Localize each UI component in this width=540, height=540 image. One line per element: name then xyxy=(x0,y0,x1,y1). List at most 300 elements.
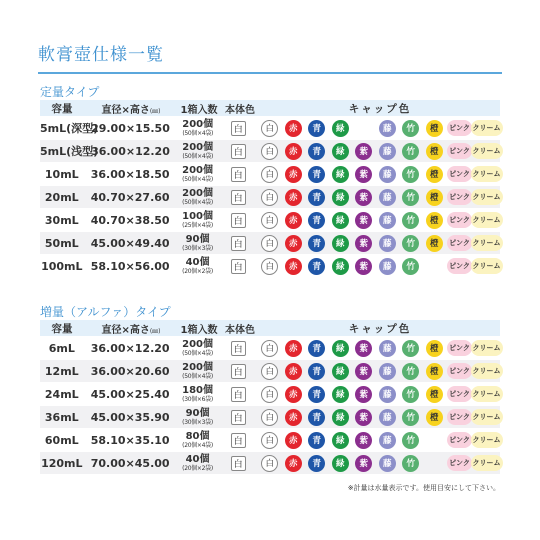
section-title: 増量（アルファ）タイプ xyxy=(40,305,171,319)
dimensions-cell: 40.70×27.60 xyxy=(90,190,170,204)
quantity-detail: (30個×6袋) xyxy=(182,395,213,403)
cap-slot xyxy=(305,362,329,380)
volume-cell: 120mL xyxy=(41,456,83,470)
cap-slot xyxy=(352,234,376,252)
volume-cell: 5mL(深型) xyxy=(40,122,99,135)
section-alpha-type xyxy=(40,304,500,475)
cap-slot xyxy=(258,408,282,426)
cap-color-chip: ピンク xyxy=(447,212,472,228)
cap-slot xyxy=(305,165,329,183)
cap-color-chip: 竹 xyxy=(402,166,419,183)
body-color-cell xyxy=(218,456,258,471)
cap-color-chip: 赤 xyxy=(285,143,302,160)
cap-color-chip: 赤 xyxy=(285,235,302,252)
body-color-cell xyxy=(218,144,258,159)
cap-slot xyxy=(423,142,447,160)
cap-slot xyxy=(399,385,423,403)
cap-color-chip: 藤 xyxy=(379,409,396,426)
cap-color-chip: 藤 xyxy=(379,189,396,206)
cap-color-chip: 紫 xyxy=(355,455,372,472)
cap-slot xyxy=(258,211,282,229)
cap-color-chip: 青 xyxy=(308,235,325,252)
cap-slot xyxy=(282,234,306,252)
cap-color-chip: 藤 xyxy=(379,143,396,160)
table-row xyxy=(40,429,500,452)
cap-color-chip: 赤 xyxy=(285,340,302,357)
cap-slot xyxy=(305,142,329,160)
volume-cell: 50mL xyxy=(44,236,79,250)
cap-color-chip: 青 xyxy=(308,166,325,183)
cap-slot xyxy=(376,211,400,229)
body-color-cell xyxy=(218,341,258,356)
cap-color-chip: 竹 xyxy=(402,409,419,426)
quantity-value: 180個 xyxy=(182,384,213,396)
cap-color-chip: 橙 xyxy=(426,340,443,357)
table-row xyxy=(40,255,500,278)
dimensions-cell: 36.00×18.50 xyxy=(90,167,170,181)
cap-color-chip: 青 xyxy=(308,120,325,137)
cap-slot xyxy=(376,119,400,137)
volume-cell: 10mL xyxy=(44,167,79,181)
cap-slot xyxy=(329,188,353,206)
quantity-value: 90個 xyxy=(185,407,210,419)
cap-color-chip: 竹 xyxy=(402,455,419,472)
cap-slot xyxy=(446,362,473,380)
volume-cell: 20mL xyxy=(44,190,79,204)
cap-color-chip: 赤 xyxy=(285,409,302,426)
table-row xyxy=(40,186,500,209)
cap-color-chip: 緑 xyxy=(332,166,349,183)
cap-slot xyxy=(399,211,423,229)
cap-slot xyxy=(446,142,473,160)
cap-slot xyxy=(329,165,353,183)
cap-color-chip: 白 xyxy=(261,409,278,426)
cap-color-chip: 紫 xyxy=(355,235,372,252)
cap-color-chip: 緑 xyxy=(332,432,349,449)
cap-color-chip: ピンク xyxy=(447,455,472,471)
cap-color-chip: 赤 xyxy=(285,166,302,183)
cap-color-chip: 藤 xyxy=(379,432,396,449)
cap-slot xyxy=(352,257,376,275)
cap-slot xyxy=(305,234,329,252)
quantity-detail: (50個×4袋) xyxy=(182,175,213,183)
cap-color-chip: 白 xyxy=(261,189,278,206)
cap-slot xyxy=(423,211,447,229)
cap-color-chip: 緑 xyxy=(332,386,349,403)
cap-color-chip: 橙 xyxy=(426,363,443,380)
cap-slot xyxy=(376,188,400,206)
cap-slot xyxy=(305,257,329,275)
cap-slot xyxy=(329,431,353,449)
header-volume: 容量 xyxy=(51,102,73,115)
volume-cell: 100mL xyxy=(41,259,83,273)
volume-cell: 24mL xyxy=(44,387,79,401)
cap-color-chip: 青 xyxy=(308,258,325,275)
cap-slot xyxy=(305,339,329,357)
cap-slot xyxy=(399,234,423,252)
cap-colors-cell xyxy=(258,119,500,137)
body-color-swatch: 白 xyxy=(231,410,246,425)
body-color-swatch: 白 xyxy=(231,236,246,251)
body-color-cell xyxy=(218,213,258,228)
body-color-swatch: 白 xyxy=(231,341,246,356)
quantity-cell xyxy=(177,386,219,403)
cap-slot xyxy=(399,142,423,160)
quantity-cell xyxy=(177,235,219,252)
cap-slot xyxy=(376,362,400,380)
cap-slot xyxy=(352,454,376,472)
cap-color-chip: 緑 xyxy=(332,340,349,357)
cap-slot xyxy=(258,454,282,472)
cap-color-chip: ピンク xyxy=(447,363,472,379)
cap-color-chip: 竹 xyxy=(402,189,419,206)
dimensions-cell: 58.10×56.00 xyxy=(90,259,170,273)
cap-slot xyxy=(352,362,376,380)
cap-colors-cell xyxy=(258,362,500,380)
quantity-detail: (50個×4袋) xyxy=(182,129,214,137)
cap-color-chip: クリーム xyxy=(471,189,503,205)
quantity-value: 90個 xyxy=(185,233,210,245)
body-color-swatch: 白 xyxy=(231,167,246,182)
quantity-cell xyxy=(177,455,219,472)
quantity-cell xyxy=(177,340,219,357)
quantity-detail: (30個×3袋) xyxy=(182,418,213,426)
cap-color-chip: ピンク xyxy=(447,120,472,136)
quantity-value: 200個 xyxy=(182,164,213,176)
cap-color-chip: 赤 xyxy=(285,189,302,206)
dimensions-cell: 36.00×12.20 xyxy=(90,341,170,355)
cap-color-chip: 竹 xyxy=(402,120,419,137)
cap-color-chip: 白 xyxy=(261,235,278,252)
cap-slot xyxy=(399,257,423,275)
cap-color-chip: クリーム xyxy=(471,258,503,274)
table-row xyxy=(40,337,500,360)
body-color-cell xyxy=(218,387,258,402)
cap-slot xyxy=(258,431,282,449)
cap-color-chip: 藤 xyxy=(379,386,396,403)
header-cap-colors: キャップ色 xyxy=(348,102,412,115)
cap-color-chip: 緑 xyxy=(332,455,349,472)
cap-color-chip: 青 xyxy=(308,143,325,160)
cap-slot xyxy=(258,339,282,357)
cap-color-chip: 緑 xyxy=(332,189,349,206)
quantity-value: 80個 xyxy=(185,430,210,442)
cap-color-chip: 橙 xyxy=(426,166,443,183)
cap-color-chip: 紫 xyxy=(355,363,372,380)
dimensions-cell: 58.10×35.10 xyxy=(90,433,170,447)
cap-color-chip: 赤 xyxy=(285,363,302,380)
cap-slot xyxy=(282,188,306,206)
cap-slot xyxy=(305,454,329,472)
cap-color-chip: ピンク xyxy=(447,432,472,448)
cap-slot xyxy=(258,362,282,380)
table-row xyxy=(40,209,500,232)
cap-color-chip: 白 xyxy=(261,432,278,449)
dimensions-cell: 29.00×15.50 xyxy=(91,121,170,135)
body-color-swatch: 白 xyxy=(231,364,246,379)
page-title: 軟膏壺仕様一覧 xyxy=(38,45,164,65)
table-row xyxy=(40,232,500,255)
cap-slot xyxy=(352,211,376,229)
quantity-detail: (20個×2袋) xyxy=(182,267,213,275)
cap-slot xyxy=(446,454,473,472)
cap-slot xyxy=(305,385,329,403)
quantity-cell xyxy=(177,432,219,449)
quantity-value: 200個 xyxy=(182,361,213,373)
cap-slot xyxy=(376,257,400,275)
quantity-value: 200個 xyxy=(182,118,214,130)
cap-slot xyxy=(446,408,473,426)
quantity-value: 200個 xyxy=(182,141,214,153)
cap-slot xyxy=(473,234,500,252)
cap-slot xyxy=(446,165,473,183)
header-dimensions-label: 直径×高さ xyxy=(101,104,150,116)
cap-slot xyxy=(399,454,423,472)
header-dimensions-label: 直径×高さ xyxy=(101,324,150,336)
cap-color-chip: 橙 xyxy=(426,143,443,160)
quantity-cell xyxy=(177,143,219,160)
cap-slot xyxy=(473,339,500,357)
cap-slot xyxy=(446,119,473,137)
cap-slot xyxy=(352,385,376,403)
cap-color-chip: 白 xyxy=(261,340,278,357)
title-divider xyxy=(38,72,502,74)
cap-color-chip: 白 xyxy=(261,258,278,275)
cap-color-chip: 紫 xyxy=(355,258,372,275)
section-fixed-type xyxy=(40,84,500,278)
cap-color-chip: 白 xyxy=(261,363,278,380)
cap-color-chip: 橙 xyxy=(426,212,443,229)
cap-slot xyxy=(423,165,447,183)
header-body-color: 本体色 xyxy=(225,104,255,116)
cap-color-chip: 竹 xyxy=(402,386,419,403)
header-volume: 容量 xyxy=(51,322,73,335)
quantity-detail: (20個×4袋) xyxy=(182,441,213,449)
cap-color-chip: 緑 xyxy=(332,235,349,252)
quantity-detail: (50個×4袋) xyxy=(182,198,213,206)
cap-color-chip: 竹 xyxy=(402,432,419,449)
quantity-detail: (50個×4袋) xyxy=(182,152,214,160)
cap-slot xyxy=(399,408,423,426)
cap-slot xyxy=(399,362,423,380)
cap-slot xyxy=(282,142,306,160)
quantity-value: 200個 xyxy=(182,187,213,199)
cap-slot xyxy=(258,119,282,137)
cap-color-chip: ピンク xyxy=(447,409,472,425)
cap-color-chip: 紫 xyxy=(355,409,372,426)
cap-color-chip: 青 xyxy=(308,409,325,426)
cap-colors-cell xyxy=(258,385,500,403)
cap-slot xyxy=(329,339,353,357)
header-dimensions xyxy=(84,321,178,336)
quantity-detail: (50個×4袋) xyxy=(182,349,213,357)
page-header xyxy=(38,44,502,74)
cap-slot xyxy=(282,339,306,357)
cap-color-chip: クリーム xyxy=(471,363,503,379)
cap-slot xyxy=(258,165,282,183)
cap-color-chip: 緑 xyxy=(332,258,349,275)
cap-slot xyxy=(473,408,500,426)
cap-slot xyxy=(376,454,400,472)
cap-color-chip: 竹 xyxy=(402,212,419,229)
cap-color-chip: 藤 xyxy=(379,212,396,229)
cap-slot xyxy=(352,339,376,357)
cap-colors-cell xyxy=(258,408,500,426)
cap-color-chip: 赤 xyxy=(285,455,302,472)
cap-color-chip: ピンク xyxy=(447,235,472,251)
volume-cell: 30mL xyxy=(44,213,79,227)
cap-slot xyxy=(446,257,473,275)
cap-slot xyxy=(305,188,329,206)
cap-slot xyxy=(423,362,447,380)
cap-color-chip: 青 xyxy=(308,340,325,357)
cap-slot xyxy=(473,454,500,472)
cap-color-chip: 橙 xyxy=(426,120,443,137)
cap-color-chip: 緑 xyxy=(332,363,349,380)
cap-color-chip: 赤 xyxy=(285,258,302,275)
volume-cell: 12mL xyxy=(44,364,79,378)
cap-colors-cell xyxy=(258,257,500,275)
body-color-cell xyxy=(218,433,258,448)
cap-color-chip: 青 xyxy=(308,455,325,472)
header-dimensions xyxy=(84,101,178,116)
cap-color-chip: クリーム xyxy=(471,212,503,228)
cap-color-chip: ピンク xyxy=(447,166,472,182)
cap-slot xyxy=(473,362,500,380)
cap-slot xyxy=(352,119,376,137)
dimensions-cell: 36.00×12.20 xyxy=(91,144,170,158)
cap-color-chip: 白 xyxy=(261,455,278,472)
cap-slot xyxy=(282,408,306,426)
cap-slot xyxy=(282,362,306,380)
cap-slot xyxy=(329,362,353,380)
cap-color-chip: 青 xyxy=(308,363,325,380)
cap-color-chip: 紫 xyxy=(355,166,372,183)
dimensions-cell: 40.70×38.50 xyxy=(90,213,170,227)
cap-slot xyxy=(446,385,473,403)
cap-slot xyxy=(446,431,473,449)
body-color-swatch: 白 xyxy=(231,190,246,205)
cap-color-chip: クリーム xyxy=(471,340,503,356)
body-color-swatch: 白 xyxy=(231,121,246,136)
quantity-cell xyxy=(177,120,219,137)
quantity-cell xyxy=(177,189,219,206)
cap-color-chip: 青 xyxy=(308,189,325,206)
cap-color-chip: 竹 xyxy=(402,340,419,357)
header-dimensions-unit: (㎜) xyxy=(149,107,161,115)
cap-color-chip: 竹 xyxy=(402,363,419,380)
cap-slot xyxy=(423,431,447,449)
cap-slot xyxy=(305,211,329,229)
cap-slot xyxy=(399,431,423,449)
cap-color-chip: クリーム xyxy=(471,409,503,425)
cap-color-chip: 紫 xyxy=(355,143,372,160)
cap-color-chip: 橙 xyxy=(426,386,443,403)
cap-color-chip: 藤 xyxy=(379,120,396,137)
cap-slot xyxy=(446,234,473,252)
table-header xyxy=(40,320,500,337)
table-row xyxy=(40,163,500,186)
cap-slot xyxy=(305,119,329,137)
cap-slot xyxy=(329,408,353,426)
cap-slot xyxy=(399,165,423,183)
cap-color-chip: 緑 xyxy=(332,143,349,160)
body-color-swatch: 白 xyxy=(231,387,246,402)
quantity-detail: (20個×2袋) xyxy=(182,464,213,472)
body-color-cell xyxy=(218,259,258,274)
cap-colors-cell xyxy=(258,234,500,252)
cap-slot xyxy=(473,211,500,229)
cap-color-chip: 緑 xyxy=(332,212,349,229)
dimensions-cell: 70.00×45.00 xyxy=(90,456,170,470)
cap-slot xyxy=(376,234,400,252)
cap-color-chip: 赤 xyxy=(285,386,302,403)
cap-slot xyxy=(329,142,353,160)
body-color-cell xyxy=(218,121,258,136)
cap-color-chip: クリーム xyxy=(471,386,503,402)
body-color-swatch: 白 xyxy=(231,433,246,448)
body-color-cell xyxy=(218,167,258,182)
body-color-cell xyxy=(218,190,258,205)
cap-color-chip: 藤 xyxy=(379,235,396,252)
cap-color-chip: 紫 xyxy=(355,189,372,206)
cap-color-chip: 青 xyxy=(308,432,325,449)
cap-color-chip: 白 xyxy=(261,120,278,137)
table-row xyxy=(40,406,500,429)
cap-slot xyxy=(258,257,282,275)
cap-slot xyxy=(446,188,473,206)
cap-colors-cell xyxy=(258,142,500,160)
quantity-value: 40個 xyxy=(185,453,210,465)
cap-slot xyxy=(473,165,500,183)
volume-cell: 5mL(浅型) xyxy=(40,145,99,158)
cap-color-chip: 青 xyxy=(308,212,325,229)
cap-color-chip: クリーム xyxy=(471,432,503,448)
cap-slot xyxy=(329,234,353,252)
cap-color-chip: 緑 xyxy=(332,120,349,137)
header-body-color: 本体色 xyxy=(225,324,255,336)
cap-color-chip: 紫 xyxy=(355,212,372,229)
body-color-swatch: 白 xyxy=(231,144,246,159)
body-color-cell xyxy=(218,236,258,251)
dimensions-cell: 45.00×49.40 xyxy=(90,236,170,250)
body-color-swatch: 白 xyxy=(231,213,246,228)
cap-color-chip: ピンク xyxy=(447,340,472,356)
cap-color-chip: 藤 xyxy=(379,340,396,357)
cap-slot xyxy=(423,339,447,357)
cap-slot xyxy=(352,142,376,160)
cap-color-chip: ピンク xyxy=(447,189,472,205)
cap-color-chip: 藤 xyxy=(379,258,396,275)
cap-slot xyxy=(282,257,306,275)
dimensions-cell: 45.00×35.90 xyxy=(90,410,170,424)
cap-slot xyxy=(352,431,376,449)
cap-color-chip: 赤 xyxy=(285,120,302,137)
cap-color-chip: 赤 xyxy=(285,212,302,229)
cap-slot xyxy=(473,257,500,275)
cap-color-chip: 赤 xyxy=(285,432,302,449)
footnote: ※計量は水量表示です。使用目安にして下さい。 xyxy=(347,484,500,492)
quantity-cell xyxy=(177,409,219,426)
cap-color-chip: クリーム xyxy=(471,455,503,471)
quantity-cell xyxy=(177,212,219,229)
cap-colors-cell xyxy=(258,165,500,183)
cap-color-chip: 藤 xyxy=(379,363,396,380)
cap-color-chip: 青 xyxy=(308,386,325,403)
cap-color-chip: クリーム xyxy=(471,235,503,251)
cap-slot xyxy=(473,119,500,137)
table-header xyxy=(40,100,500,117)
